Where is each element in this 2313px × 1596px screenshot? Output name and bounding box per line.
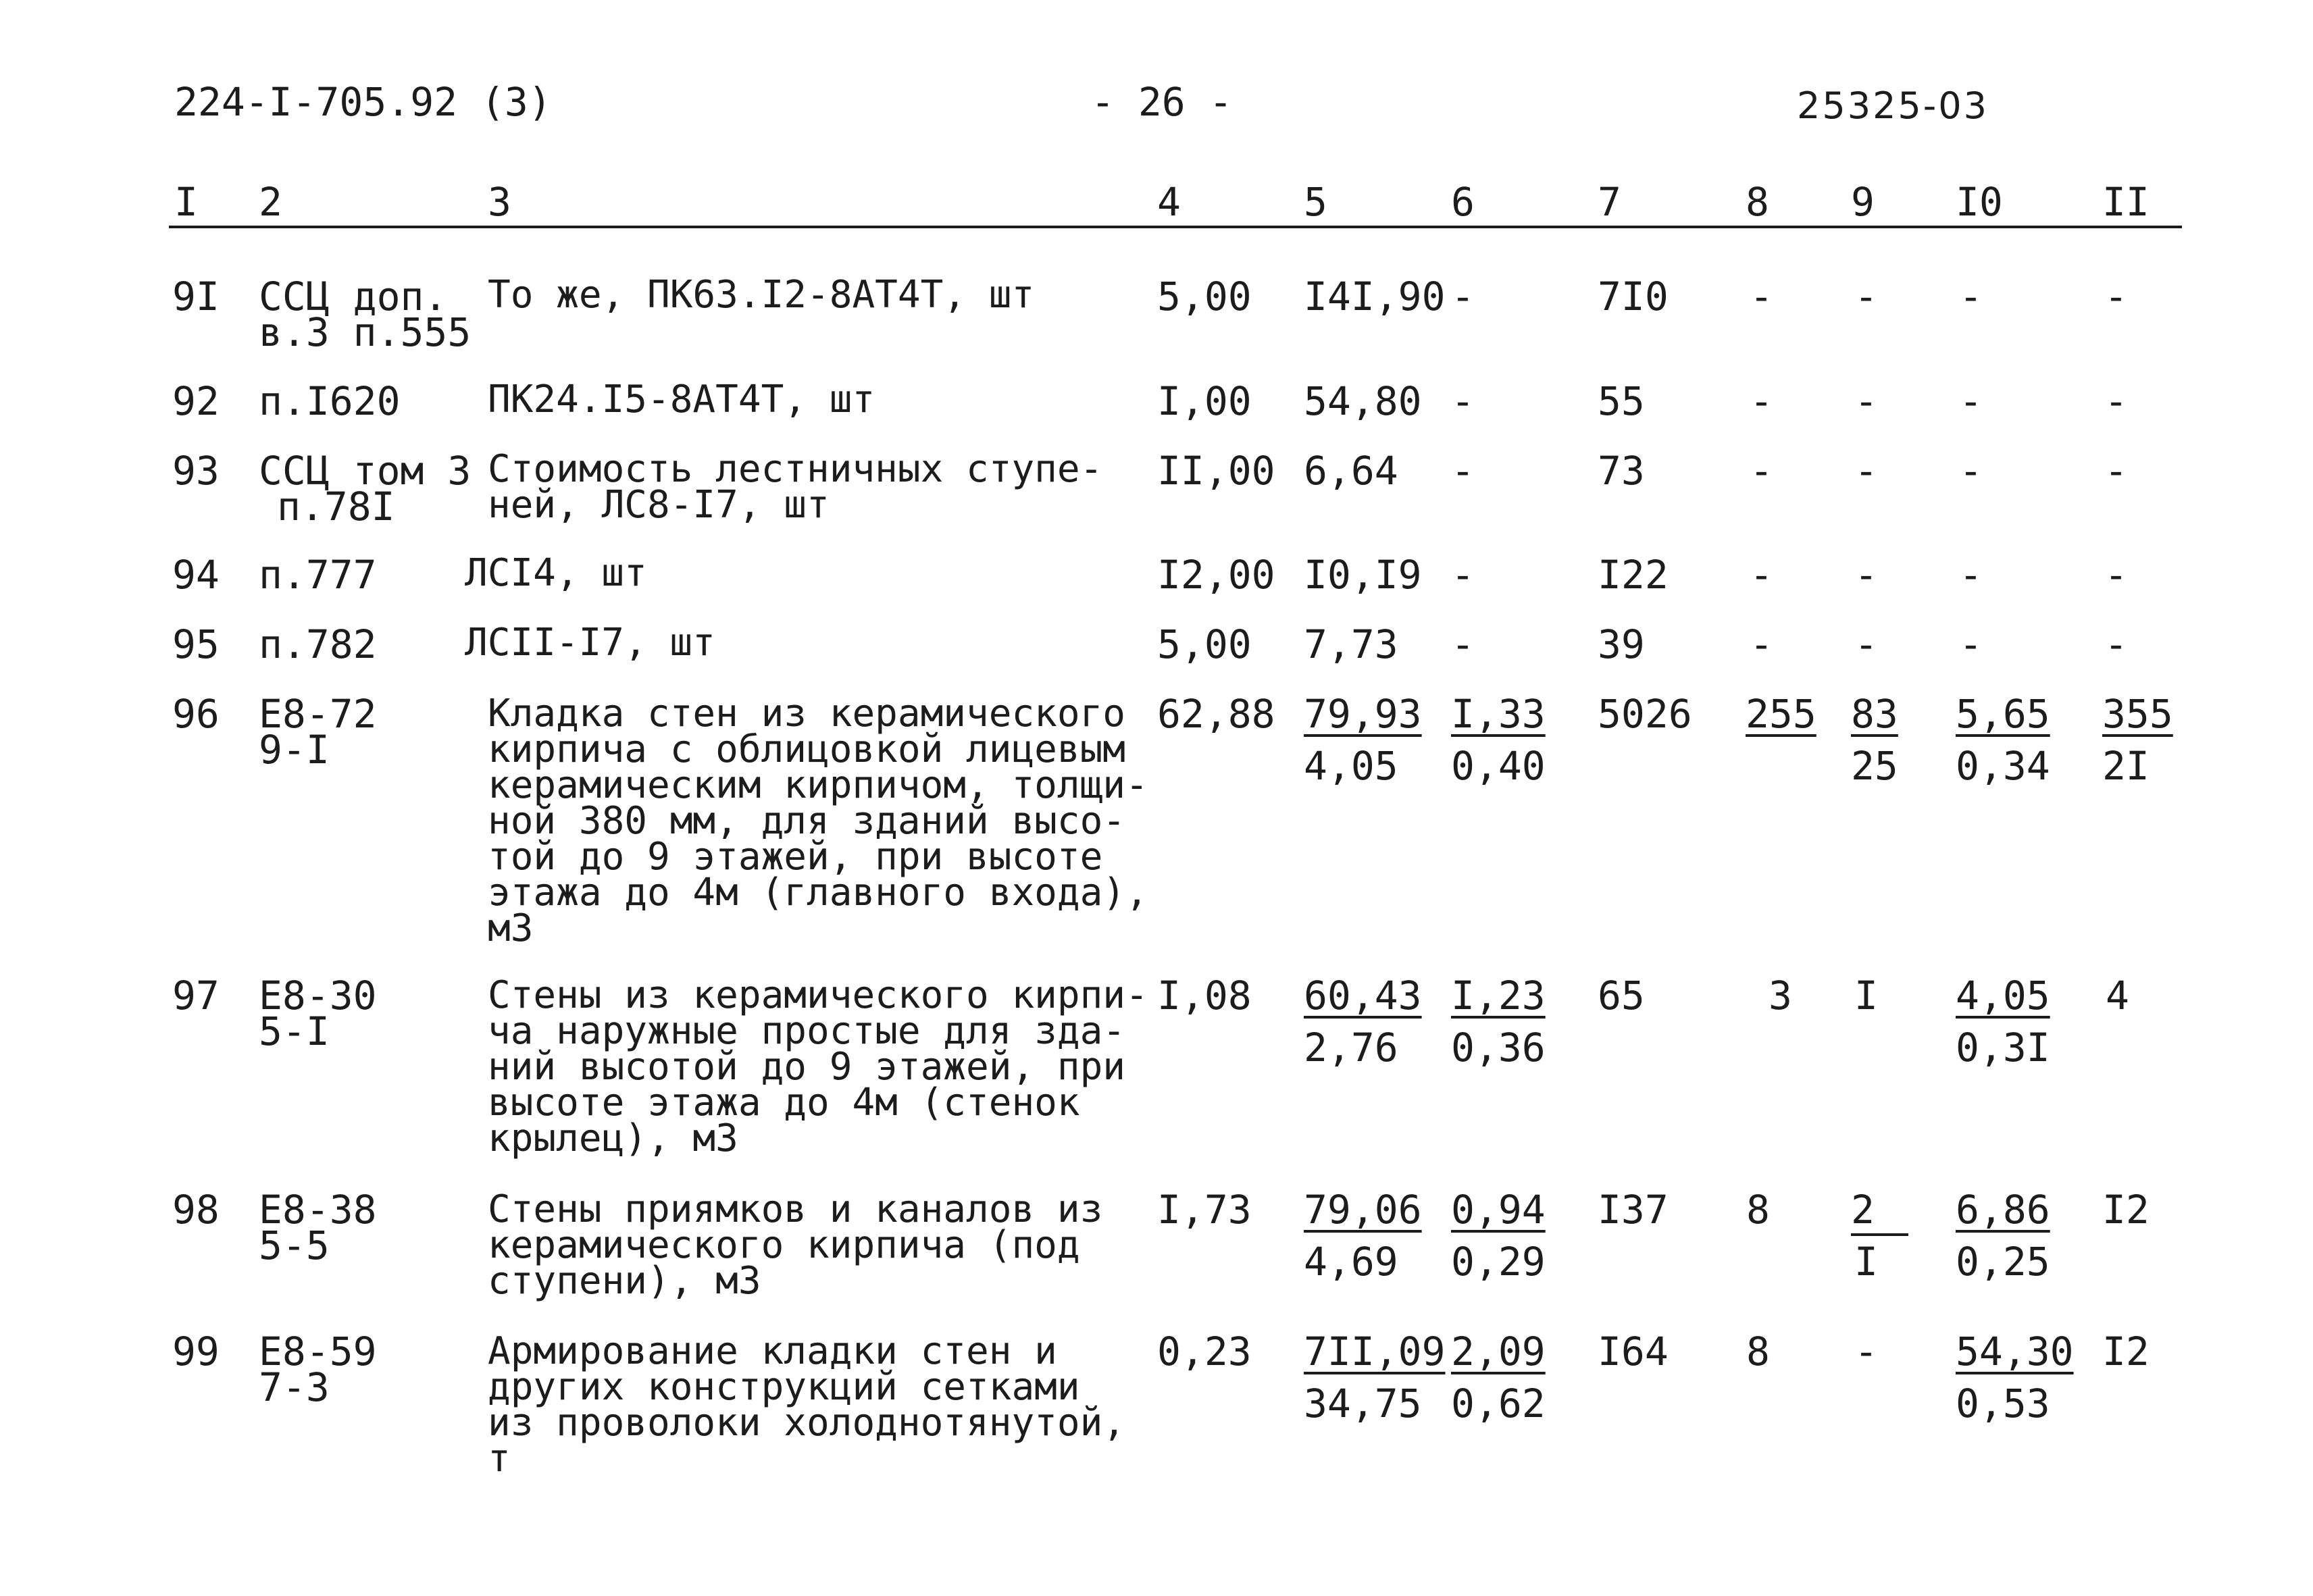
labor-unit-numerator: 5,65: [1956, 691, 2050, 737]
row-number: 93: [172, 448, 220, 494]
total-wage: 8: [1746, 1329, 1770, 1374]
unit-cost-denominator: 4,69: [1304, 1239, 1398, 1285]
unit-wage: [1451, 1187, 1546, 1233]
total-wage: -: [1750, 621, 1773, 667]
unit-wage-denominator: 0,29: [1451, 1239, 1546, 1285]
quantity: 5,00: [1157, 274, 1252, 319]
labor-total-numerator: 355: [2102, 691, 2173, 737]
machine-cost: -: [1854, 378, 1878, 424]
total-cost: 7I0: [1598, 274, 1669, 319]
row-number: 96: [172, 691, 220, 737]
labor-unit-denominator: 0,34: [1956, 743, 2050, 789]
total-wage: -: [1750, 378, 1773, 424]
machine-cost: [1851, 691, 1898, 737]
total-cost: 39: [1598, 621, 1645, 667]
quantity: 5,00: [1157, 621, 1252, 667]
archive-number: 25325-03: [1797, 84, 1989, 127]
row-number: 98: [172, 1187, 220, 1233]
unit-cost: [1304, 973, 1422, 1019]
unit-wage: -: [1451, 274, 1475, 319]
total-wage: 8: [1746, 1187, 1770, 1233]
norm-reference: п.I620: [259, 378, 401, 424]
unit-wage: [1451, 973, 1546, 1019]
column-header-5: 5: [1304, 179, 1327, 225]
total-cost: I64: [1598, 1329, 1669, 1374]
quantity: I2,00: [1157, 552, 1275, 598]
machine-cost-numerator: 83: [1851, 691, 1898, 737]
machine-cost: [1851, 1187, 1908, 1236]
unit-wage-numerator: 2,09: [1451, 1329, 1546, 1374]
unit-wage-denominator: 0,40: [1451, 743, 1546, 789]
norm-reference: 5-5: [259, 1222, 330, 1268]
total-cost: I37: [1598, 1187, 1669, 1233]
unit-cost: 54,80: [1304, 378, 1422, 424]
total-wage-value: 255: [1746, 691, 1816, 737]
unit-wage-numerator: 0,94: [1451, 1187, 1546, 1233]
quantity: 62,88: [1157, 691, 1275, 737]
row-number: 97: [172, 973, 220, 1019]
quantity: II,00: [1157, 448, 1275, 494]
row-number: 99: [172, 1329, 220, 1374]
column-header-2: 2: [259, 179, 282, 225]
total-wage: 3: [1769, 973, 1792, 1019]
unit-wage: -: [1451, 448, 1475, 494]
labor-unit: -: [1959, 552, 1983, 598]
norm-reference: 9-I: [259, 727, 330, 773]
norm-reference: Е8-72: [259, 691, 377, 737]
total-wage: -: [1750, 448, 1773, 494]
unit-wage-numerator: I,23: [1451, 973, 1546, 1019]
unit-wage: [1451, 691, 1546, 737]
total-wage: -: [1750, 274, 1773, 319]
work-description: То же, ПК63.I2-8АТ4Т, шт: [488, 273, 1035, 317]
machine-cost: I: [1854, 973, 1878, 1019]
labor-unit: -: [1959, 274, 1983, 319]
work-description: ЛСII-I7, шт: [465, 621, 715, 665]
total-wage: -: [1750, 552, 1773, 598]
column-header-6: 6: [1451, 179, 1475, 225]
labor-total: -: [2104, 552, 2128, 598]
unit-cost-denominator: 34,75: [1304, 1381, 1422, 1426]
labor-total: -: [2104, 378, 2128, 424]
work-description: ЛСI4, шт: [465, 551, 647, 595]
unit-wage: [1451, 1329, 1546, 1374]
total-cost: 73: [1598, 448, 1645, 494]
unit-wage: -: [1451, 621, 1475, 667]
labor-unit-numerator: 6,86: [1956, 1187, 2050, 1233]
machine-cost: -: [1854, 621, 1878, 667]
work-description: Стены из керамического кирпи- ча наружные простые для зда- ний высотой до 9 этажей, при высоте этажа до 4м (стенок крылец), м3: [488, 973, 1148, 1160]
norm-reference: п.78I: [277, 484, 395, 530]
machine-cost: -: [1854, 1329, 1878, 1374]
unit-wage-numerator: I,33: [1451, 691, 1546, 737]
labor-total: I2: [2102, 1329, 2150, 1374]
column-header-9: 9: [1851, 179, 1875, 225]
machine-cost: -: [1854, 552, 1878, 598]
labor-total-denominator: 2I: [2102, 743, 2150, 789]
labor-total: 4: [2106, 973, 2129, 1019]
unit-wage: -: [1451, 378, 1475, 424]
labor-unit: [1956, 1329, 2074, 1374]
unit-cost-numerator: 7II,09: [1304, 1329, 1446, 1374]
column-header-8: 8: [1746, 179, 1769, 225]
machine-cost: -: [1854, 448, 1878, 494]
unit-wage-denominator: 0,62: [1451, 1381, 1546, 1426]
unit-cost-numerator: 60,43: [1304, 973, 1422, 1019]
norm-reference: п.782: [259, 621, 377, 667]
page-number: - 26 -: [1091, 79, 1233, 125]
total-cost: 65: [1598, 973, 1645, 1019]
labor-unit: [1956, 1187, 2050, 1233]
labor-total: -: [2104, 274, 2128, 319]
labor-unit: [1956, 691, 2050, 737]
norm-reference: ССЦ том 3: [259, 448, 472, 494]
total-cost: 55: [1598, 378, 1645, 424]
work-description: Стоимость лестничных ступе- ней, ЛС8-I7, шт: [488, 447, 1103, 527]
work-description: Армирование кладки стен и других конструкций сетками из проволоки холоднотянутой, т: [488, 1329, 1126, 1481]
column-header-7: 7: [1598, 179, 1621, 225]
labor-unit-numerator: 4,05: [1956, 973, 2050, 1019]
norm-reference: 7-3: [259, 1364, 330, 1410]
norm-reference: п.777: [259, 552, 377, 598]
unit-wage-denominator: 0,36: [1451, 1025, 1546, 1071]
labor-total: I2: [2102, 1187, 2150, 1233]
machine-cost: -: [1854, 274, 1878, 319]
quantity: I,00: [1157, 378, 1252, 424]
total-cost: 5026: [1598, 691, 1692, 737]
labor-unit-denominator: 0,3I: [1956, 1025, 2050, 1071]
machine-cost-numerator: 2: [1851, 1190, 1908, 1236]
column-header-10: I0: [1956, 179, 2003, 225]
labor-unit: [1956, 973, 2050, 1019]
unit-cost-denominator: 4,05: [1304, 743, 1398, 789]
column-header-4: 4: [1157, 179, 1181, 225]
unit-cost: 7,73: [1304, 621, 1398, 667]
column-header-11: II: [2102, 179, 2150, 225]
row-number: 9I: [172, 274, 220, 319]
machine-cost-denominator: I: [1854, 1239, 1878, 1285]
row-number: 94: [172, 552, 220, 598]
unit-cost: 6,64: [1304, 448, 1398, 494]
labor-total: [2102, 691, 2173, 737]
total-wage: [1746, 691, 1816, 737]
norm-reference: Е8-59: [259, 1329, 377, 1374]
labor-unit-denominator: 0,25: [1956, 1239, 2050, 1285]
machine-cost-denominator: 25: [1851, 743, 1898, 789]
row-number: 92: [172, 378, 220, 424]
norm-reference: 5-I: [259, 1008, 330, 1054]
unit-cost-numerator: 79,93: [1304, 691, 1422, 737]
unit-cost: I4I,90: [1304, 274, 1446, 319]
column-header-1: I: [174, 179, 198, 225]
unit-cost-numerator: 79,06: [1304, 1187, 1422, 1233]
unit-cost: [1304, 691, 1422, 737]
labor-unit: -: [1959, 448, 1983, 494]
quantity: I,73: [1157, 1187, 1252, 1233]
labor-unit-numerator: 54,30: [1956, 1329, 2074, 1374]
column-header-3: 3: [488, 179, 511, 225]
labor-unit: -: [1959, 621, 1983, 667]
norm-reference: Е8-38: [259, 1187, 377, 1233]
work-description: Кладка стен из керамического кирпича с облицовкой лицевым керамическим кирпичом, толщи- ной 380 мм, для зданий высо- той до 9 этажей, при высоте этажа до 4м (главного входа), м3: [488, 692, 1148, 950]
unit-wage: -: [1451, 552, 1475, 598]
unit-cost: [1304, 1187, 1422, 1233]
quantity: 0,23: [1157, 1329, 1252, 1374]
norm-reference: в.3 п.555: [259, 309, 472, 355]
unit-cost: I0,I9: [1304, 552, 1422, 598]
labor-unit: -: [1959, 378, 1983, 424]
norm-reference: Е8-30: [259, 973, 377, 1019]
labor-unit-denominator: 0,53: [1956, 1381, 2050, 1426]
work-description: ПК24.I5-8АТ4Т, шт: [488, 378, 875, 421]
row-number: 95: [172, 621, 220, 667]
work-description: Стены приямков и каналов из керамического кирпича (под ступени), м3: [488, 1187, 1103, 1303]
header-rule: [169, 226, 2182, 228]
unit-cost-denominator: 2,76: [1304, 1025, 1398, 1071]
labor-total: -: [2104, 448, 2128, 494]
document-code: 224-I-705.92 (3): [174, 79, 552, 125]
norm-reference: ССЦ доп.: [259, 274, 448, 319]
unit-cost: [1304, 1329, 1446, 1374]
quantity: I,08: [1157, 973, 1252, 1019]
total-cost: I22: [1598, 552, 1669, 598]
labor-total: -: [2104, 621, 2128, 667]
